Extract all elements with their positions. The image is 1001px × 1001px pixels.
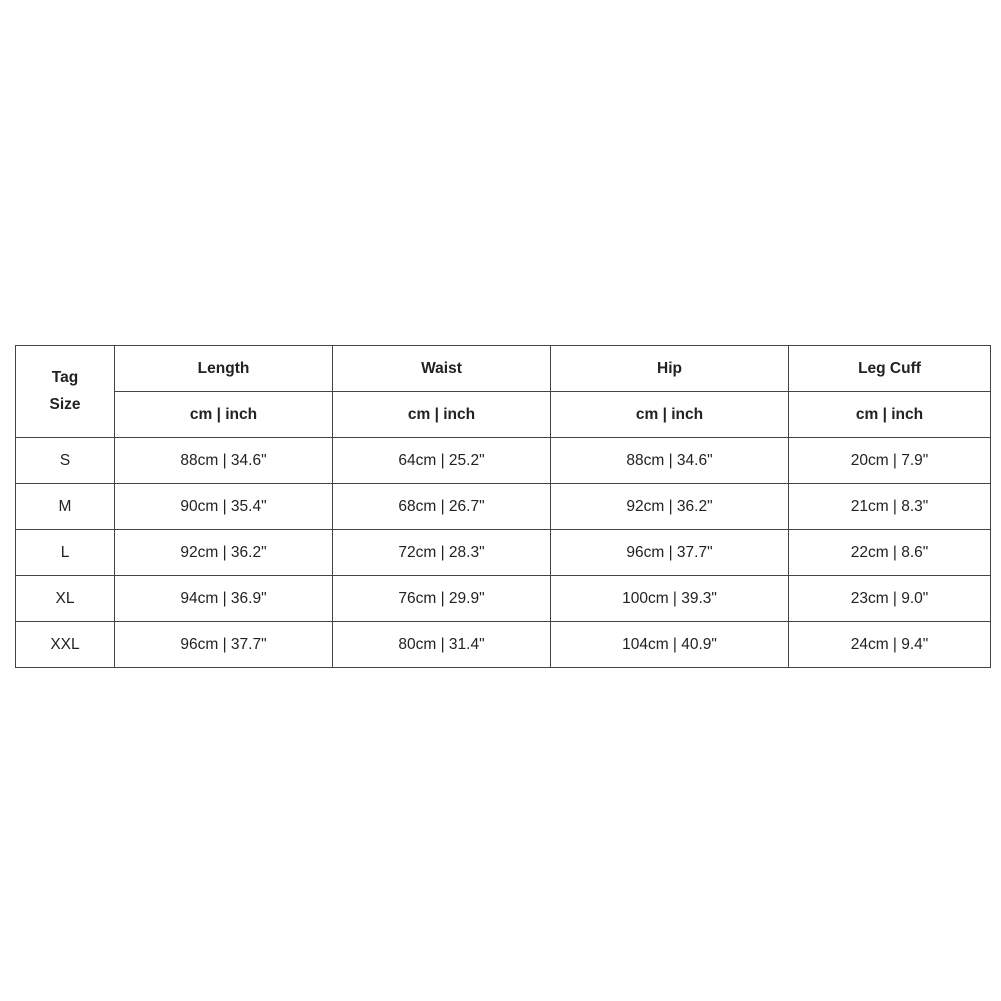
tag-label: Tag: [51, 369, 79, 387]
units-row: [16, 392, 991, 438]
column-header-hip: Hip: [551, 346, 789, 392]
hip-cell: 104cm | 40.9": [551, 622, 789, 668]
column-header-leg-cuff: Leg Cuff: [789, 346, 991, 392]
leg-cuff-cell: 23cm | 9.0": [789, 576, 991, 622]
length-cell: 96cm | 37.7": [115, 622, 333, 668]
table-row: [16, 484, 991, 530]
size-chart-table: [15, 345, 991, 668]
header-row: [16, 346, 991, 392]
waist-cell: 80cm | 31.4": [333, 622, 551, 668]
table-row: [16, 530, 991, 576]
waist-cell: 72cm | 28.3": [333, 530, 551, 576]
hip-cell: 96cm | 37.7": [551, 530, 789, 576]
unit-header: cm | inch: [115, 392, 333, 438]
size-cell: L: [16, 530, 115, 576]
unit-header: cm | inch: [789, 392, 991, 438]
length-cell: 90cm | 35.4": [115, 484, 333, 530]
length-cell: 88cm | 34.6": [115, 438, 333, 484]
unit-header: cm | inch: [333, 392, 551, 438]
hip-cell: 88cm | 34.6": [551, 438, 789, 484]
size-label: Size: [49, 395, 81, 413]
column-header-length: Length: [115, 346, 333, 392]
size-cell: XXL: [16, 622, 115, 668]
size-cell: XL: [16, 576, 115, 622]
leg-cuff-cell: 21cm | 8.3": [789, 484, 991, 530]
hip-cell: 92cm | 36.2": [551, 484, 789, 530]
length-cell: 94cm | 36.9": [115, 576, 333, 622]
waist-cell: 76cm | 29.9": [333, 576, 551, 622]
table-row: [16, 576, 991, 622]
hip-cell: 100cm | 39.3": [551, 576, 789, 622]
leg-cuff-cell: 24cm | 9.4": [789, 622, 991, 668]
column-header-waist: Waist: [333, 346, 551, 392]
length-cell: 92cm | 36.2": [115, 530, 333, 576]
tag-size-header: [16, 346, 115, 438]
unit-header: cm | inch: [551, 392, 789, 438]
leg-cuff-cell: 22cm | 8.6": [789, 530, 991, 576]
leg-cuff-cell: 20cm | 7.9": [789, 438, 991, 484]
waist-cell: 68cm | 26.7": [333, 484, 551, 530]
size-cell: M: [16, 484, 115, 530]
waist-cell: 64cm | 25.2": [333, 438, 551, 484]
size-cell: S: [16, 438, 115, 484]
table-row: [16, 622, 991, 668]
table-row: [16, 438, 991, 484]
